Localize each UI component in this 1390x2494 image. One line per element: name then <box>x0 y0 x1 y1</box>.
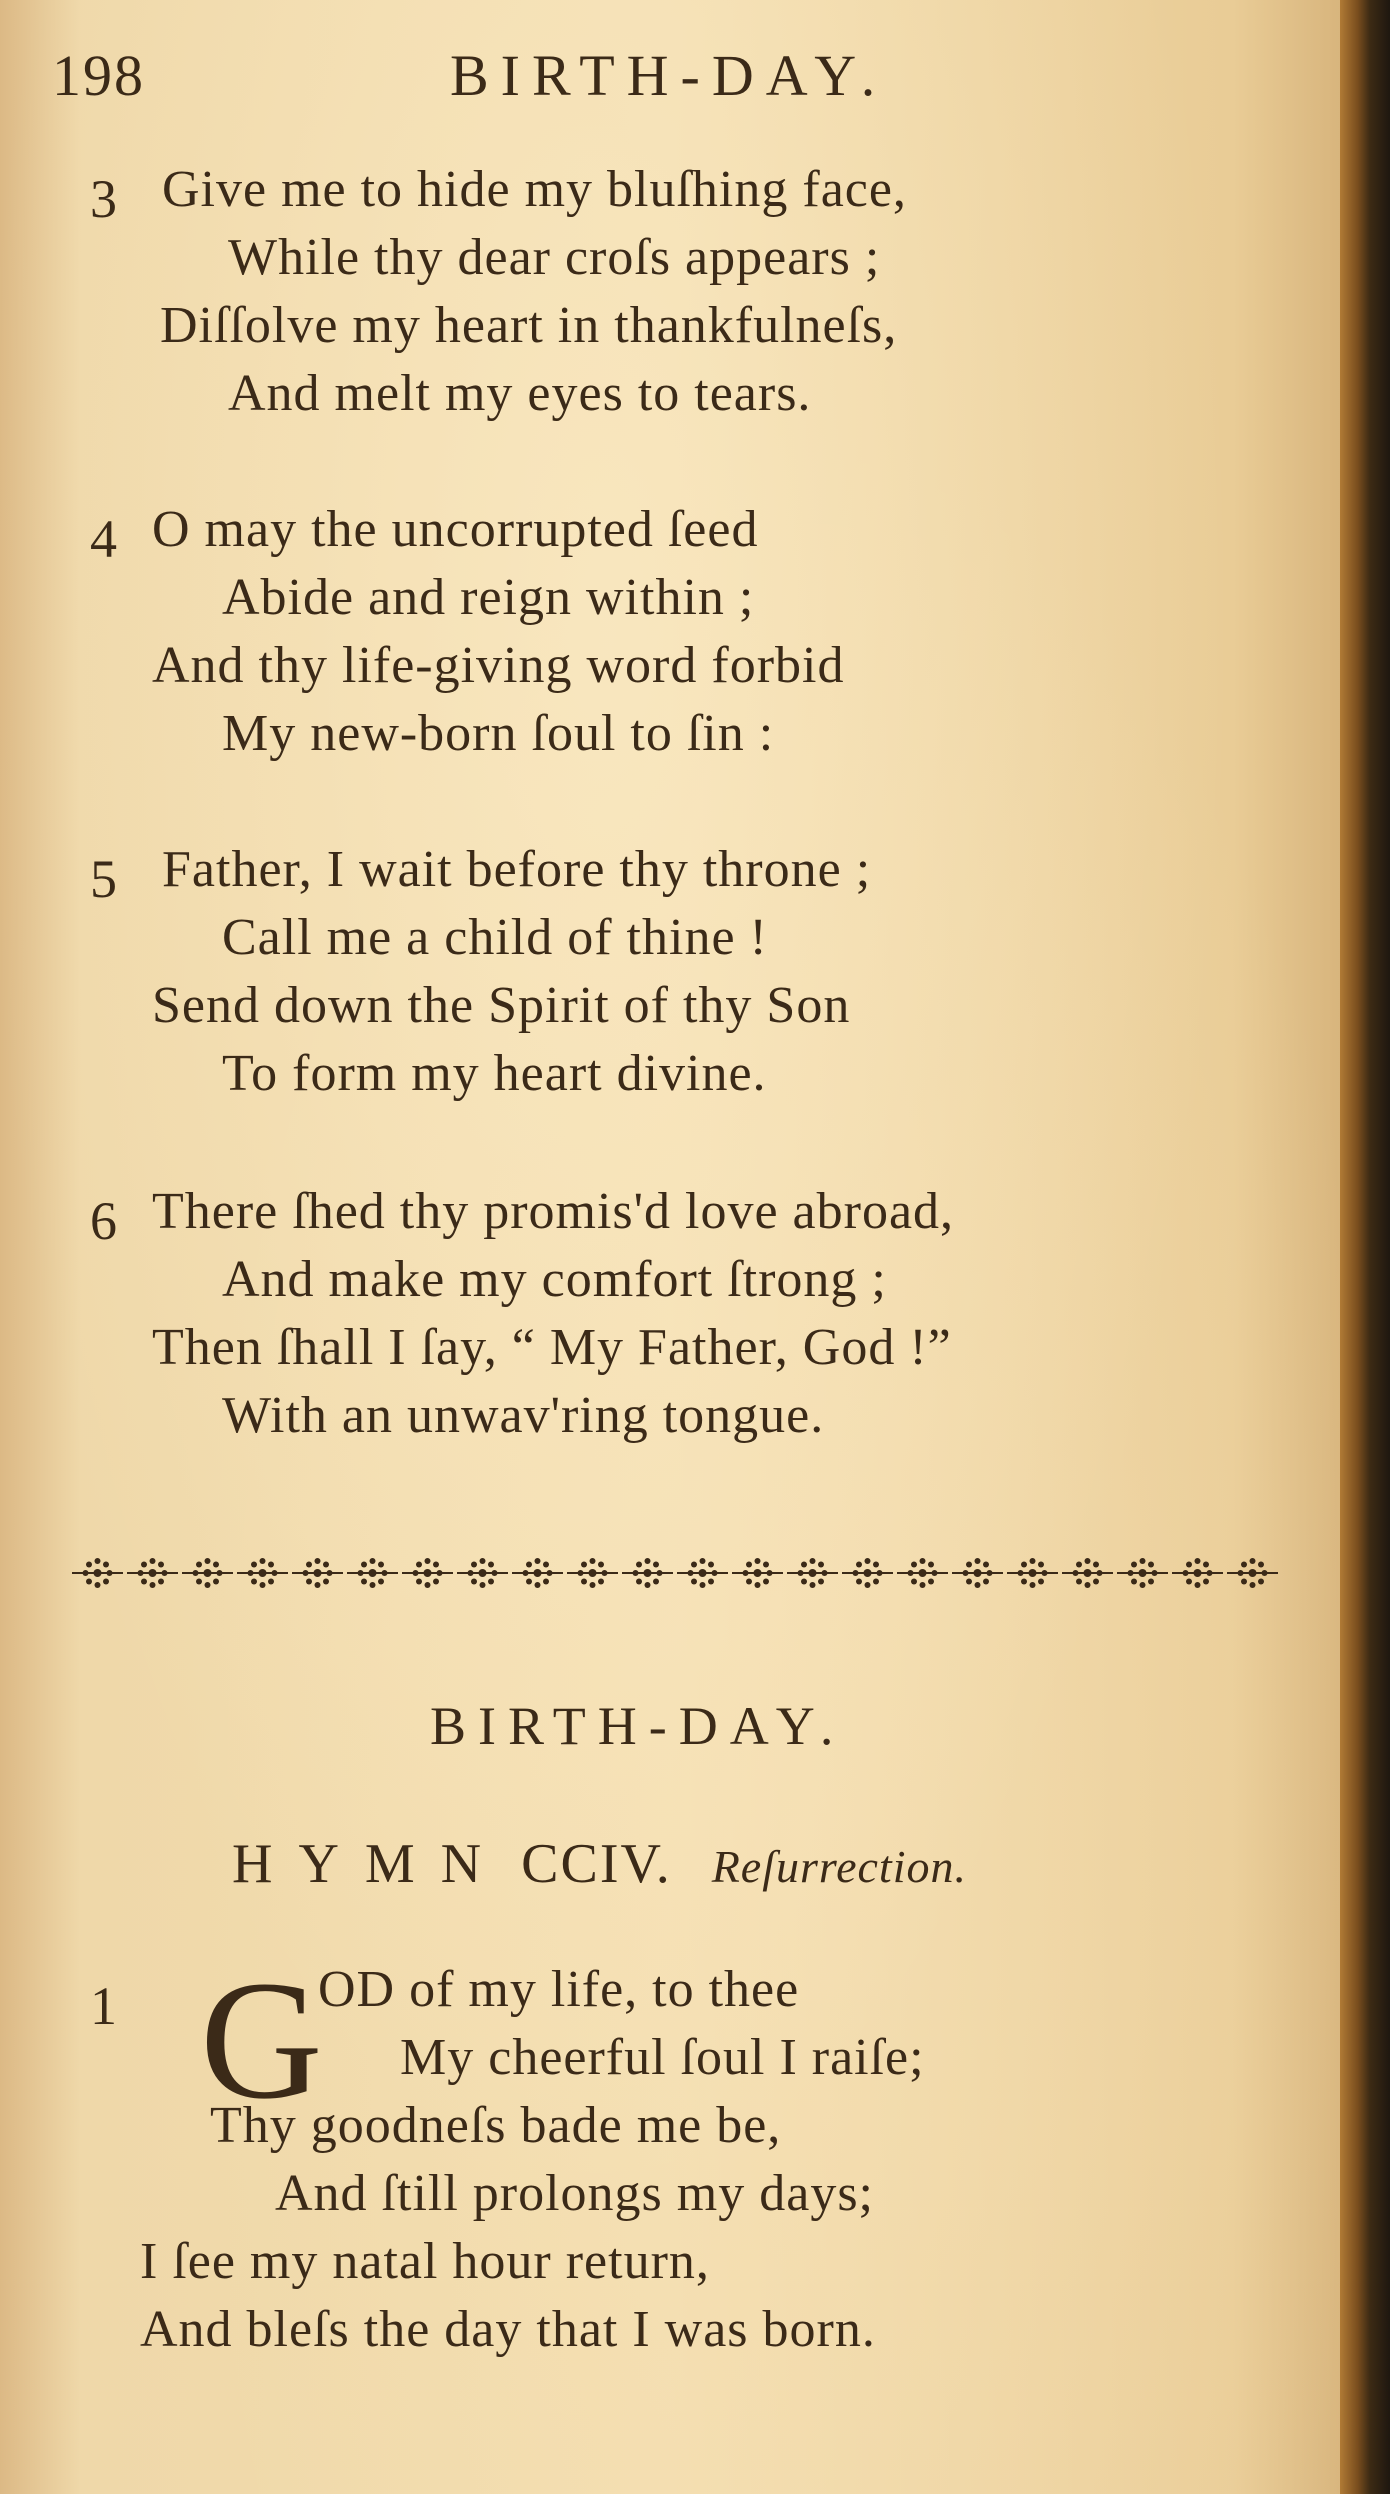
hymn-heading <box>232 1832 967 1896</box>
fleuron <box>842 1558 893 1588</box>
verse-line: And melt my eyes to tears. <box>228 365 812 422</box>
drop-cap: G <box>200 1946 323 2134</box>
stanza-number: 5 <box>90 849 117 909</box>
fleuron <box>897 1558 948 1588</box>
fleuron <box>127 1558 178 1588</box>
fleuron <box>72 1558 123 1588</box>
verse-line: I ſee my natal hour return, <box>140 2233 710 2290</box>
fleuron <box>1227 1558 1278 1588</box>
stanza-number: 6 <box>90 1191 117 1251</box>
hymn-subject: Reſurrection. <box>711 1841 967 1892</box>
verse-line: With an unwav'ring tongue. <box>222 1387 825 1444</box>
fleuron-ornament-rule <box>70 1548 1280 1598</box>
book-binding-edge <box>1340 0 1390 2494</box>
verse-line: And bleſs the day that I was born. <box>140 2301 876 2358</box>
verse-line: My new-born ſoul to ſin : <box>222 705 775 762</box>
fleuron <box>567 1558 618 1588</box>
verse-line: O may the uncorrupted ſeed <box>152 501 759 558</box>
verse-line: Abide and reign within ; <box>222 569 755 626</box>
stanza-number: 4 <box>90 509 117 569</box>
fleuron <box>732 1558 783 1588</box>
running-head <box>0 38 1340 118</box>
fleuron <box>237 1558 288 1588</box>
verse-line: There ſhed thy promis'd love abroad, <box>152 1183 955 1240</box>
verse-line: Call me a child of thine ! <box>222 909 768 966</box>
fleuron <box>512 1558 563 1588</box>
verse-line: Diſſolve my heart in thankfulneſs, <box>160 297 898 354</box>
verse-line: Father, I wait before thy throne ; <box>162 841 872 898</box>
fleuron <box>622 1558 673 1588</box>
stanza-number: 1 <box>90 1976 117 2036</box>
fleuron <box>677 1558 728 1588</box>
running-title: BIRTH-DAY. <box>450 43 888 108</box>
fleuron <box>347 1558 398 1588</box>
verse-line: To form my heart divine. <box>222 1045 767 1102</box>
verse-line: And make my comfort ſtrong ; <box>222 1251 887 1308</box>
fleuron <box>1172 1558 1223 1588</box>
page-number: 198 <box>52 43 145 108</box>
fleuron <box>182 1558 233 1588</box>
verse-line: And ſtill prolongs my days; <box>275 2165 874 2222</box>
verse-line: Then ſhall I ſay, “ My Father, God !” <box>152 1319 952 1376</box>
fleuron <box>457 1558 508 1588</box>
verse-line: Give me to hide my bluſhing face, <box>162 161 907 218</box>
stanza-number: 3 <box>90 169 117 229</box>
verse-line: Thy goodneſs bade me be, <box>210 2097 782 2154</box>
verse-line: And thy life-giving word forbid <box>152 637 845 694</box>
fleuron <box>952 1558 1003 1588</box>
fleuron <box>1062 1558 1113 1588</box>
verse-line: OD of my life, to thee <box>318 1961 800 2018</box>
verse-line: While thy dear croſs appears ; <box>228 229 881 286</box>
hymn-label: HYMN <box>232 1833 508 1895</box>
hymn-number: CCIV. <box>521 1833 672 1895</box>
verse-line: My cheerful ſoul I raiſe; <box>400 2029 925 2086</box>
fleuron <box>292 1558 343 1588</box>
fleuron <box>402 1558 453 1588</box>
section-title: BIRTH-DAY. <box>430 1696 846 1756</box>
verse-line: Send down the Spirit of thy Son <box>152 977 851 1034</box>
fleuron <box>1117 1558 1168 1588</box>
fleuron <box>1007 1558 1058 1588</box>
fleuron <box>787 1558 838 1588</box>
